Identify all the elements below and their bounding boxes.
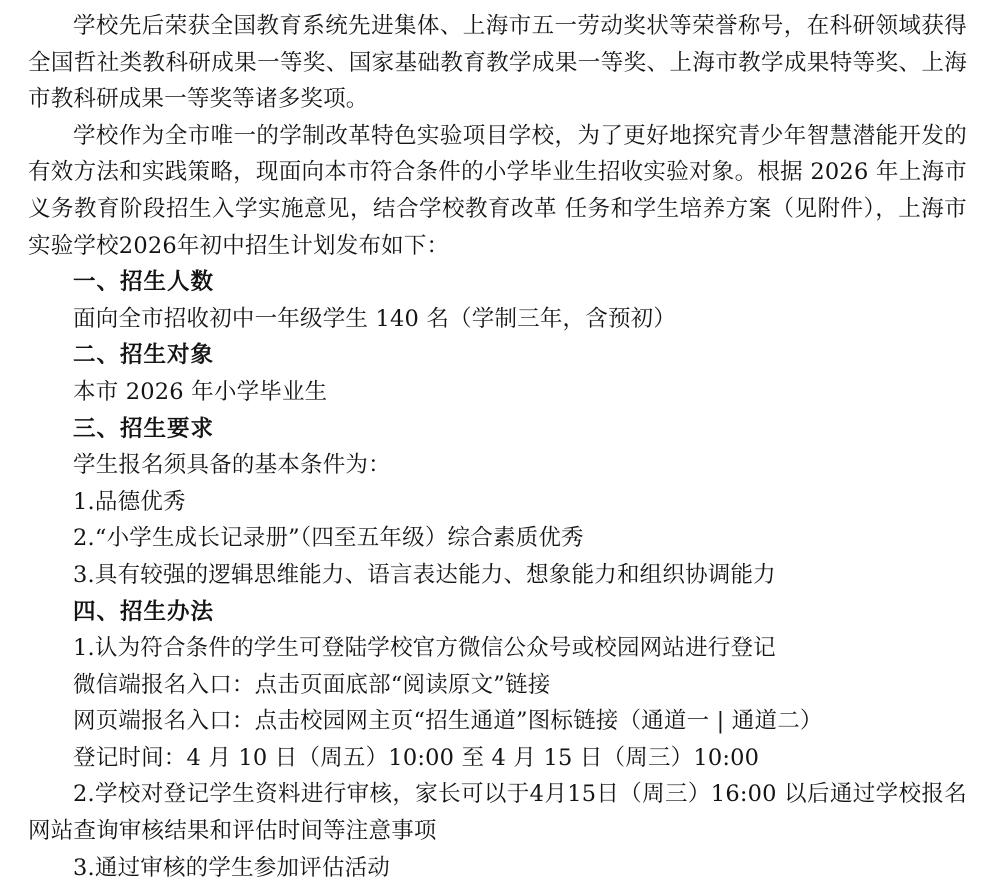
- section-heading-admission-method: 四、招生办法: [73, 598, 215, 625]
- list-item-method-3: 3.通过审核的学生参加评估活动: [73, 854, 390, 881]
- list-item-requirement-2: 2.“小学生成长记录册”（四至五年级）综合素质优秀: [73, 525, 584, 552]
- section-heading-requirements: 三、招生要求: [73, 415, 215, 442]
- list-item-requirement-1: 1.品德优秀: [73, 488, 186, 515]
- line-enrollment-target: 本市 2026 年小学毕业生: [73, 378, 328, 405]
- list-item-method-2: 2.学校对登记学生资料进行审核，家长可以于4月15日（周三）16:00 以后通过学校报名网站查询审核结果和评估时间等注意事项: [28, 781, 967, 845]
- line-web-entry: 网页端报名入口：点击校园网主页“招生通道”图标链接（通道一 | 通道二）: [73, 708, 823, 735]
- paragraph-honors: 学校先后荣获全国教育系统先进集体、上海市五一劳动奖状等荣誉称号，在科研领域获得全国哲社类教科研成果一等奖、国家基础教育教学成果一等奖、上海市教学成果特等奖、上海市教科研成果一等奖等诸多奖项。: [28, 13, 967, 113]
- section-heading-enrollment-count: 一、招生人数: [73, 269, 215, 296]
- list-item-requirement-3: 3.具有较强的逻辑思维能力、语言表达能力、想象能力和组织协调能力: [73, 561, 776, 588]
- line-requirements-intro: 学生报名须具备的基本条件为：: [73, 452, 391, 479]
- line-wechat-entry: 微信端报名入口：点击页面底部“阅读原文”链接: [73, 671, 551, 698]
- list-item-method-1: 1.认为符合条件的学生可登陆学校官方微信公众号或校园网站进行登记: [73, 635, 776, 662]
- line-registration-time: 登记时间：4 月 10 日（周五）10:00 至 4 月 15 日（周三）10:00: [73, 744, 760, 771]
- line-enrollment-count: 面向全市招收初中一年级学生 140 名（学制三年，含预初）: [73, 305, 677, 332]
- section-heading-enrollment-target: 二、招生对象: [73, 342, 215, 369]
- paragraph-intro: 学校作为全市唯一的学制改革特色实验项目学校，为了更好地探究青少年智慧潜能开发的有效方法和实践策略，现面向本市符合条件的小学毕业生招收实验对象。根据 2026 年上海市义务教育阶段招生入学实施意见，结合学校教育改革 任务和学生培养方案（见附件），上海市实验学校2026年初中招生计划发布如下：: [28, 122, 967, 259]
